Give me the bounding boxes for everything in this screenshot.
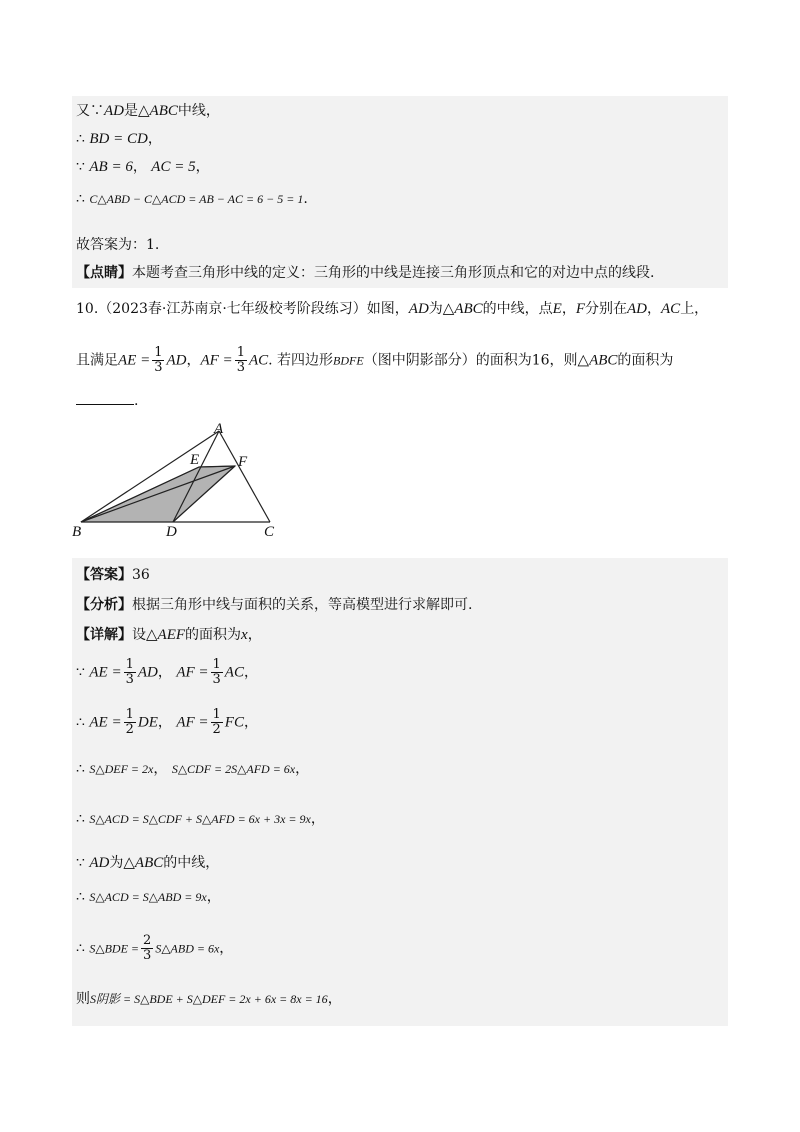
math: E	[552, 301, 562, 317]
text: ，	[243, 664, 258, 681]
text: .	[303, 191, 308, 207]
note-tag: 【点睛】	[76, 265, 132, 281]
line-perimeter-diff	[76, 188, 308, 210]
math: △ABC	[123, 855, 164, 871]
text: 的面积为	[617, 352, 674, 369]
fraction-numerator: 2	[143, 933, 152, 948]
math: △ABC	[138, 103, 178, 119]
math: AF =	[176, 714, 209, 731]
text: ，	[157, 664, 172, 681]
step-1	[76, 658, 258, 687]
fraction-numerator: 1	[212, 657, 221, 672]
math: S阴影 = S△BDE + S△DEF = 2x + 6x = 8x = 16	[90, 992, 328, 1006]
fraction	[235, 346, 247, 375]
fraction	[124, 658, 136, 687]
math: AF =	[200, 352, 233, 369]
answer-value: 36	[132, 567, 150, 583]
step-4	[76, 808, 325, 830]
fraction-numerator: 1	[154, 345, 163, 360]
math: S△ACD = S△CDF + S△AFD = 6x + 3x = 9x	[89, 812, 311, 826]
math: S△CDF = 2S△AFD = 6x	[171, 762, 296, 776]
text: ，	[206, 889, 221, 905]
text: ，	[157, 714, 172, 731]
math: F	[575, 301, 586, 317]
math: AF =	[176, 664, 209, 681]
math: S△ACD = S△ABD = 9x	[89, 890, 207, 904]
text: 中线，	[177, 103, 220, 119]
detail-tag: 【详解】	[76, 627, 132, 643]
text: ，	[219, 940, 234, 957]
math: BDFE	[333, 353, 364, 368]
text: ，	[186, 352, 201, 369]
math: AD	[104, 103, 124, 119]
analysis-line	[76, 594, 472, 616]
text: 且满足	[76, 352, 118, 369]
question-10-line-2	[76, 346, 673, 375]
fraction	[141, 934, 153, 963]
text: （图中阴影部分）的面积为16，则	[363, 352, 578, 369]
text: ，	[147, 131, 162, 147]
answer-tag: 【答案】	[76, 567, 132, 583]
math: FC	[224, 714, 244, 731]
therefore-symbol: ∴	[76, 889, 85, 905]
text: .	[134, 393, 139, 409]
text: 是	[124, 103, 138, 119]
math: AC	[661, 301, 681, 317]
math: AD	[627, 301, 648, 317]
text: ，	[561, 301, 576, 317]
text: 的中线，点	[482, 301, 553, 317]
fraction-denominator: 3	[143, 948, 152, 963]
math: AB = 6	[89, 159, 133, 175]
question-10-line-3	[76, 390, 138, 412]
math: S△DEF = 2x	[89, 762, 154, 776]
text: . 若四边形	[268, 352, 334, 369]
because-symbol: ∵	[76, 159, 85, 175]
math: S△ABD = 6x	[155, 941, 220, 956]
text: 故答案为：1.	[76, 237, 160, 253]
math: AC	[248, 352, 269, 369]
question-number: 10.	[76, 301, 99, 317]
segment-ac	[219, 431, 270, 522]
text: ，	[243, 714, 258, 731]
math: BD = CD	[89, 131, 148, 147]
text: 又∵	[76, 103, 104, 119]
text: 的中线，	[163, 855, 220, 871]
fraction-denominator: 3	[125, 672, 134, 687]
label-f: F	[238, 454, 248, 470]
math: △AEF	[146, 627, 186, 643]
fraction-numerator: 1	[125, 657, 134, 672]
text: ，	[295, 761, 310, 777]
fraction	[211, 708, 223, 737]
fraction-numerator: 1	[212, 707, 221, 722]
note-text: 本题考查三角形中线的定义：三角形的中线是连接三角形顶点和它的对边中点的线段.	[132, 265, 655, 281]
math: S△BDE =	[89, 941, 140, 956]
fraction-denominator: 3	[212, 672, 221, 687]
math: AE =	[118, 352, 151, 369]
math: AD	[166, 352, 187, 369]
triangle-figure	[68, 420, 308, 540]
label-c: C	[264, 524, 275, 540]
text: ，	[132, 159, 147, 175]
fraction-numerator: 1	[236, 345, 245, 360]
fraction	[124, 708, 136, 737]
text: 为	[428, 301, 443, 317]
math: AD	[89, 855, 110, 871]
therefore-symbol: ∴	[76, 811, 85, 827]
line-bd-cd	[76, 128, 162, 150]
math: AC	[224, 664, 244, 681]
therefore-symbol: ∴	[76, 940, 85, 957]
text: 分别在	[585, 301, 628, 317]
step-8	[76, 988, 342, 1010]
question-10-line-1	[76, 298, 708, 320]
math: AC = 5	[151, 159, 196, 175]
analysis-tag: 【分析】	[76, 597, 132, 613]
label-d: D	[166, 524, 177, 540]
text: 如图，	[366, 301, 409, 317]
therefore-symbol: ∴	[76, 714, 85, 731]
therefore-symbol: ∴	[76, 761, 85, 777]
math: AD	[137, 664, 158, 681]
fraction-denominator: 2	[125, 722, 134, 737]
text: ，	[195, 159, 210, 175]
step-7	[76, 934, 233, 963]
text: ，	[247, 627, 262, 643]
text: 则	[76, 991, 90, 1007]
math: DE	[137, 714, 158, 731]
therefore-symbol: ∴	[76, 131, 85, 147]
question-source: （2023春·江苏南京·七年级校考阶段练习）	[98, 301, 367, 317]
text: ，	[327, 991, 342, 1007]
note-line	[76, 262, 654, 284]
because-symbol: ∵	[76, 664, 85, 681]
answer-line-previous	[76, 234, 159, 256]
math: C△ABD − C△ACD = AB − AC = 6 − 5 = 1	[89, 192, 304, 206]
fraction-denominator: 3	[236, 360, 245, 375]
label-e: E	[190, 452, 200, 468]
math: AE =	[89, 714, 122, 731]
because-symbol: ∵	[76, 855, 85, 871]
fraction-denominator: 2	[212, 722, 221, 737]
fraction	[152, 346, 164, 375]
math: △ABC	[442, 301, 483, 317]
detail-intro-line	[76, 624, 262, 646]
fraction	[211, 658, 223, 687]
label-a: A	[214, 421, 224, 437]
math: AE =	[89, 664, 122, 681]
answer-blank	[76, 390, 134, 405]
therefore-symbol: ∴	[76, 191, 85, 207]
step-2	[76, 708, 258, 737]
text: 上，	[680, 301, 709, 317]
analysis-text: 根据三角形中线与面积的关系，等高模型进行求解即可.	[132, 597, 473, 613]
math: △ABC	[577, 352, 618, 369]
text: ，	[153, 761, 168, 777]
math: x	[241, 627, 248, 643]
line-median-reason	[76, 100, 220, 122]
fraction-denominator: 3	[154, 360, 163, 375]
answer-line	[76, 564, 150, 586]
math: AD	[408, 301, 429, 317]
line-given-lengths	[76, 156, 210, 178]
step-3	[76, 758, 309, 780]
step-5	[76, 852, 219, 874]
text: ，	[310, 811, 325, 827]
step-6	[76, 886, 221, 908]
label-b: B	[72, 524, 82, 540]
text: ，	[647, 301, 662, 317]
text: 为	[109, 855, 124, 871]
text: 设	[132, 627, 146, 643]
text: 的面积为	[185, 627, 242, 643]
fraction-numerator: 1	[125, 707, 134, 722]
